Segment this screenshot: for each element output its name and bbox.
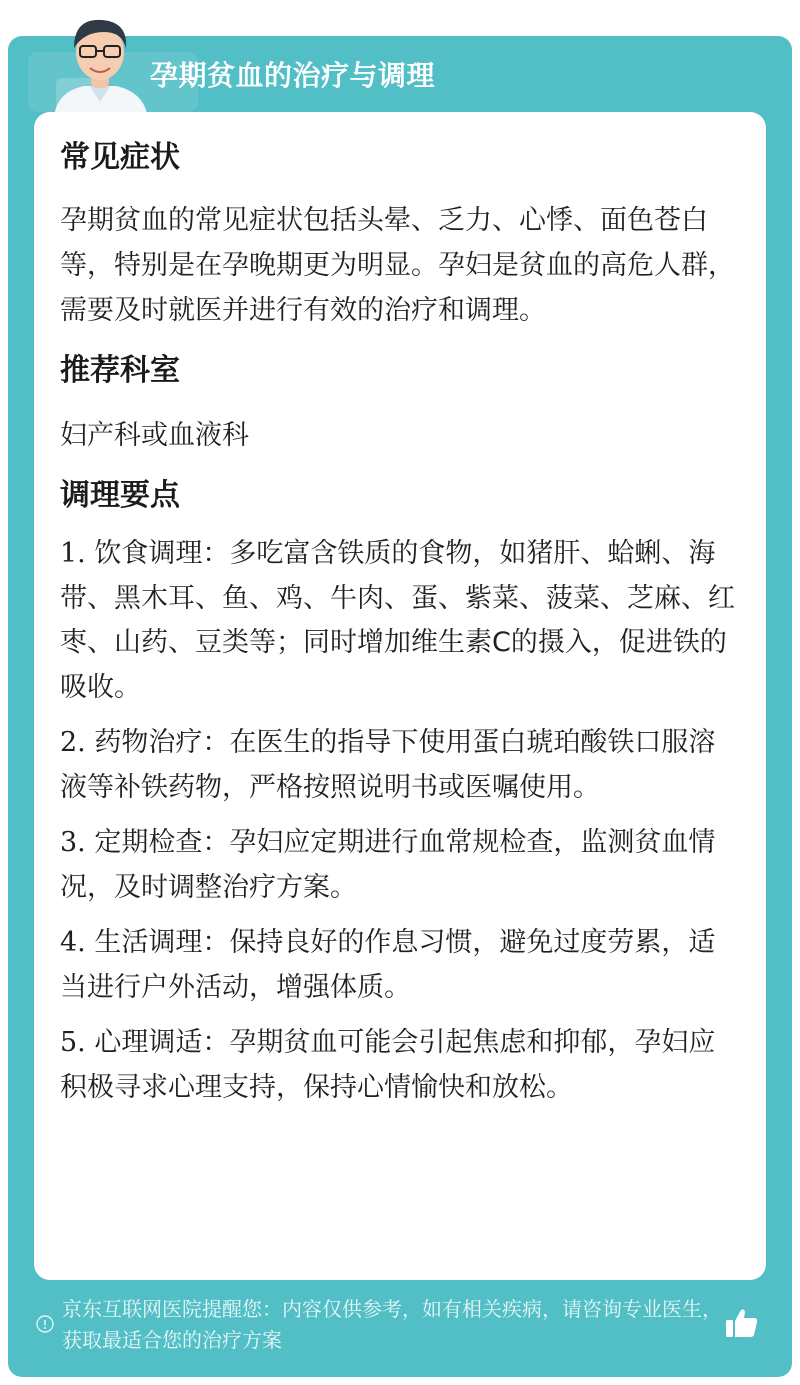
content-card	[34, 112, 766, 1280]
info-icon	[36, 1315, 54, 1333]
list-item: 4. 生活调理：保持良好的作息习惯，避免过度劳累，适当进行户外活动，增强体质。	[60, 927, 716, 1003]
thumbs-up-icon[interactable]	[724, 1306, 760, 1340]
department-heading: 推荐科室	[60, 353, 180, 388]
care-heading: 调理要点	[60, 478, 180, 513]
symptoms-heading: 常见症状	[60, 140, 180, 175]
care-list	[60, 532, 740, 1110]
list-item: 3. 定期检查：孕妇应定期进行血常规检查，监测贫血情况，及时调整治疗方案。	[60, 827, 716, 903]
list-item: 2. 药物治疗：在医生的指导下使用蛋白琥珀酸铁口服溶液等补铁药物，严格按照说明书或医嘱使用。	[60, 727, 716, 803]
symptoms-text: 孕期贫血的常见症状包括头晕、乏力、心悸、面色苍白等，特别是在孕晚期更为明显。孕妇是贫血的高危人群，需要及时就医并进行有效的治疗和调理。	[60, 205, 735, 326]
list-item: 1. 饮食调理：多吃富含铁质的食物，如猪肝、蛤蜊、海带、黑木耳、鱼、鸡、牛肉、蛋、紫菜、菠菜、芝麻、红枣、山药、豆类等；同时增加维生素C的摄入，促进铁的吸收。	[60, 538, 735, 703]
list-item: 5. 心理调适：孕期贫血可能会引起焦虑和抑郁，孕妇应积极寻求心理支持，保持心情愉快和放松。	[60, 1027, 716, 1103]
department-text: 妇产科或血液科	[60, 420, 249, 451]
disclaimer-text: 京东互联网医院提醒您：内容仅供参考，如有相关疾病，请咨询专业医生，获取最适合您的治疗方案	[62, 1297, 722, 1352]
page-title: 孕期贫血的治疗与调理	[150, 59, 436, 92]
doctor-avatar-icon	[44, 6, 156, 118]
